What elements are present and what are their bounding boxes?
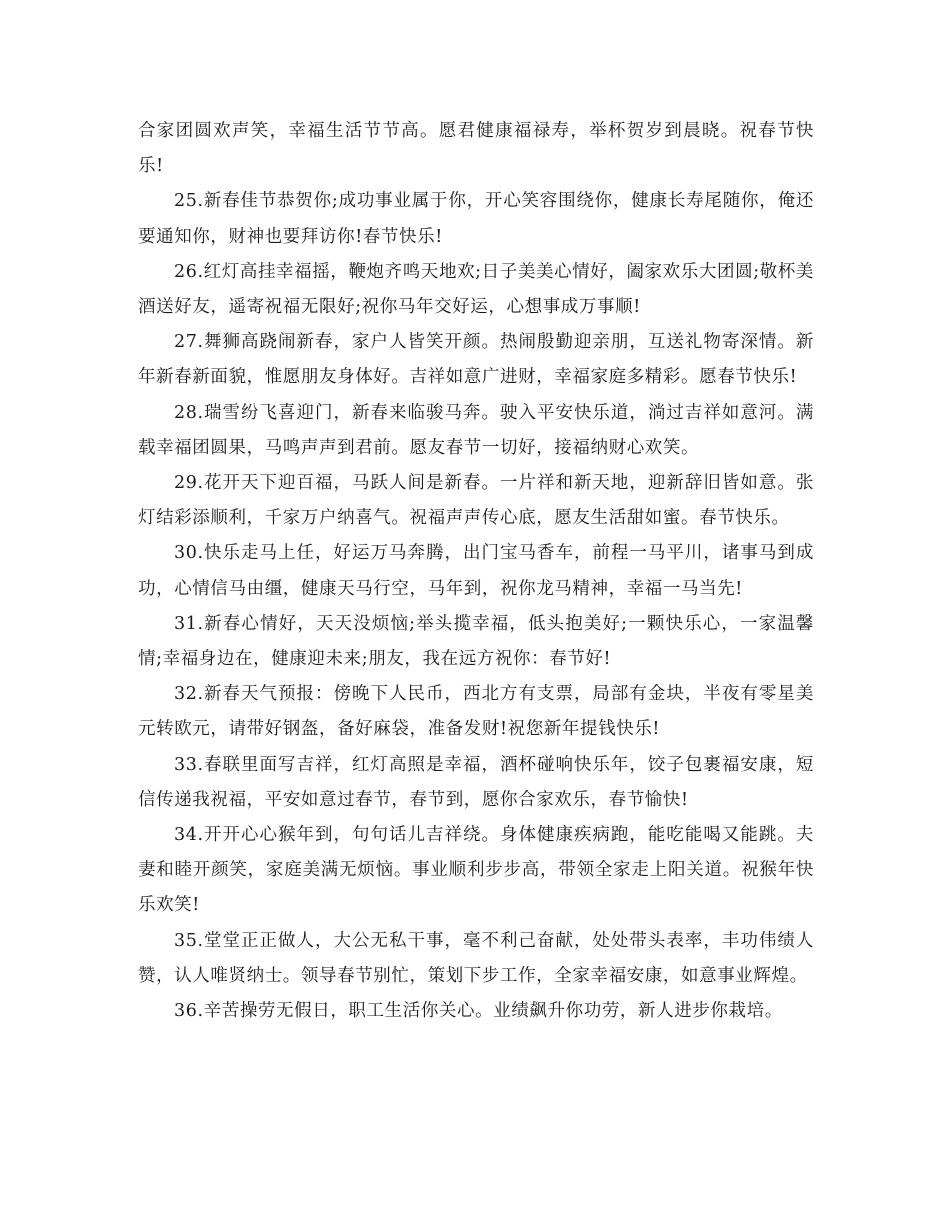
paragraph: 26.红灯高挂幸福摇，鞭炮齐鸣天地欢;日子美美心情好，阖家欢乐大团圆;敬杯美酒送好友，遥寄祝福无限好;祝你马年交好运，心想事成万事顺! bbox=[138, 261, 814, 318]
paragraph: 33.春联里面写吉祥，红灯高照是幸福，酒杯碰响快乐年，饺子包裹福安康，短信传递我祝福，平安如意过春节，春节到，愿你合家欢乐，春节愉快! bbox=[138, 754, 814, 810]
paragraph: 28.瑞雪纷飞喜迎门，新春来临骏马奔。驶入平安快乐道，淌过吉祥如意河。满载幸福团圆果，马鸣声声到君前。愿友春节一切好，接福纳财心欢笑。 bbox=[138, 402, 814, 458]
paragraph: 27.舞狮高跷闹新春，家户人皆笑开颜。热闹殷勤迎亲朋，互送礼物寄深情。新年新春新面貌，惟愿朋友身体好。吉祥如意广进财，幸福家庭多精彩。愿春节快乐! bbox=[138, 332, 814, 388]
paragraph: 36.辛苦操劳无假日，职工生活你关心。业绩飙升你功劳，新人进步你栽培。 bbox=[174, 1001, 783, 1022]
paragraph: 25.新春佳节恭贺你;成功事业属于你，开心笑容围绕你，健康长寿尾随你，俺还要通知你，财神也要拜访你!春节快乐! bbox=[138, 191, 814, 247]
paragraph: 32.新春天气预报：傍晚下人民币，西北方有支票，局部有金块，半夜有零星美元转欧元，请带好钢盔，备好麻袋，准备发财!祝您新年提钱快乐! bbox=[138, 684, 814, 740]
paragraph: 35.堂堂正正做人，大公无私干事，毫不利己奋献，处处带头表率，丰功伟绩人赞，认人唯贤纳士。领导春节别忙，策划下步工作，全家幸福安康，如意事业辉煌。 bbox=[138, 930, 814, 986]
paragraph: 30.快乐走马上任，好运万马奔腾，出门宝马香车，前程一马平川，诸事马到成功，心情信马由缰，健康天马行空，马年到，祝你龙马精神，幸福一马当先! bbox=[138, 543, 814, 599]
document-body bbox=[138, 114, 814, 1029]
paragraph: 31.新春心情好，天天没烦恼;举头揽幸福，低头抱美好;一颗快乐心，一家温馨情;幸福身边在，健康迎未来;朋友，我在远方祝你：春节好! bbox=[138, 613, 814, 670]
paragraph: 34.开开心心猴年到，句句话儿吉祥绕。身体健康疾病跑，能吃能喝又能跳。夫妻和睦开颜笑，家庭美满无烦恼。事业顺利步步高，带领全家走上阳关道。祝猴年快乐欢笑! bbox=[138, 825, 814, 916]
paragraph: 29.花开天下迎百福，马跃人间是新春。一片祥和新天地，迎新辞旧皆如意。张灯结彩添顺利，千家万户纳喜气。祝福声声传心底，愿友生活甜如蜜。春节快乐。 bbox=[138, 473, 814, 529]
paragraph: 合家团圆欢声笑，幸福生活节节高。愿君健康福禄寿，举杯贺岁到晨晓。祝春节快乐! bbox=[138, 121, 814, 177]
